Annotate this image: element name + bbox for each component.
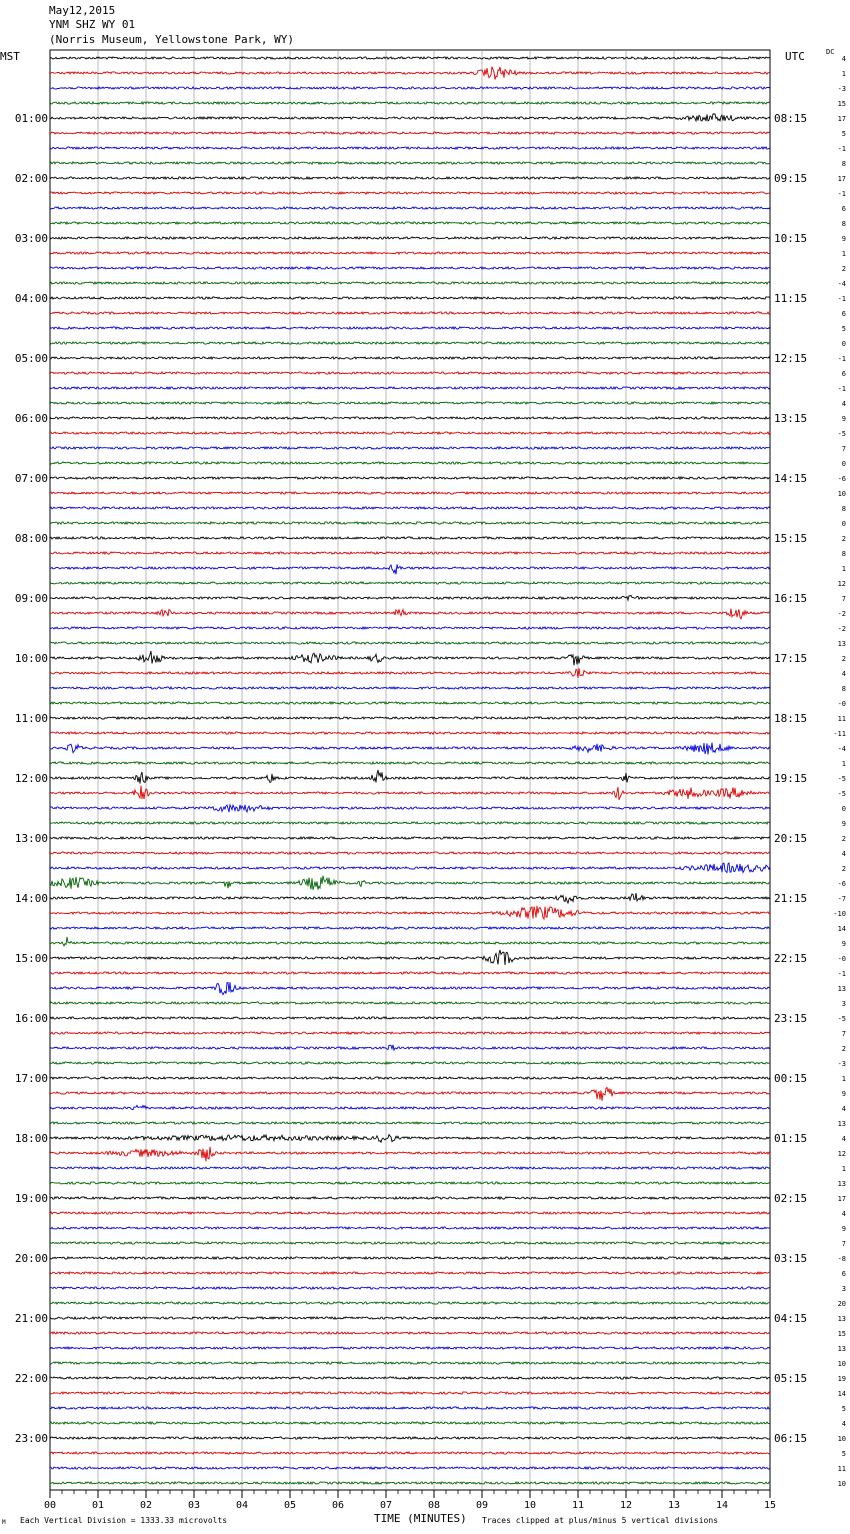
dc-offset-label: -5 bbox=[837, 790, 846, 798]
dc-offset-label: 7 bbox=[841, 1030, 846, 1038]
dc-offset-label: -5 bbox=[837, 1015, 846, 1023]
dc-offset-label: 4 bbox=[841, 670, 846, 678]
dc-offset-label: 9 bbox=[841, 820, 846, 828]
dc-offset-label: -11 bbox=[833, 730, 846, 738]
trace-line bbox=[50, 297, 770, 299]
mst-hour-label: 11:00 bbox=[14, 712, 48, 725]
trace-line bbox=[50, 609, 770, 619]
utc-hour-label: 00:15 bbox=[774, 1072, 808, 1085]
utc-hour-label: 06:15 bbox=[774, 1432, 808, 1445]
mst-hour-label: 13:00 bbox=[14, 832, 48, 845]
trace-line bbox=[50, 507, 770, 509]
trace-line bbox=[50, 1197, 770, 1199]
trace-line bbox=[50, 982, 770, 994]
mst-hour-label: 22:00 bbox=[14, 1372, 48, 1385]
trace-line bbox=[50, 1347, 770, 1349]
utc-hour-label: 04:15 bbox=[774, 1312, 808, 1325]
dc-offset-label: 7 bbox=[841, 595, 846, 603]
trace-line bbox=[50, 267, 770, 269]
scale-note: Each Vertical Division = 1333.33 microvolts bbox=[20, 1516, 228, 1525]
dc-offset-label: 9 bbox=[841, 1090, 846, 1098]
dc-offset-label: 4 bbox=[841, 55, 846, 63]
trace-line bbox=[50, 1017, 770, 1019]
dc-offset-label: 5 bbox=[841, 325, 846, 333]
dc-offset-label: -1 bbox=[837, 385, 846, 393]
dc-offset-label: 13 bbox=[837, 1120, 846, 1128]
utc-hour-label: 23:15 bbox=[774, 1012, 808, 1025]
station-code: YNM SHZ WY 01 bbox=[49, 18, 136, 31]
trace-line bbox=[50, 1002, 770, 1004]
x-tick-label: 07 bbox=[379, 1500, 393, 1511]
dc-offset-label: 5 bbox=[841, 130, 846, 138]
trace-line bbox=[50, 1302, 770, 1304]
dc-offset-label: -1 bbox=[837, 970, 846, 978]
trace-line bbox=[50, 312, 770, 314]
dc-offset-label: 8 bbox=[841, 505, 846, 513]
x-tick-label: 01 bbox=[91, 1500, 105, 1511]
trace-line bbox=[50, 1392, 770, 1394]
trace-line bbox=[50, 1077, 770, 1079]
trace-line bbox=[50, 937, 770, 946]
trace-line bbox=[50, 1272, 770, 1274]
trace-line bbox=[50, 132, 770, 134]
trace-line bbox=[50, 1257, 770, 1259]
chart-date: May12,2015 bbox=[49, 4, 116, 17]
trace-line bbox=[50, 1452, 770, 1454]
trace-line bbox=[50, 447, 770, 449]
trace-line bbox=[50, 1287, 770, 1289]
utc-hour-label: 03:15 bbox=[774, 1252, 808, 1265]
trace-line bbox=[50, 387, 770, 389]
trace-line bbox=[50, 906, 770, 919]
trace-line bbox=[50, 114, 770, 121]
dc-offset-label: -1 bbox=[837, 355, 846, 363]
utc-hour-label: 02:15 bbox=[774, 1192, 808, 1205]
trace-line bbox=[50, 417, 770, 419]
dc-offset-label: 1 bbox=[841, 760, 846, 768]
dc-offset-label: 3 bbox=[841, 1285, 846, 1293]
dc-offset-label: 4 bbox=[841, 1420, 846, 1428]
dc-offset-label: 13 bbox=[837, 1315, 846, 1323]
trace-line bbox=[50, 950, 770, 965]
dc-offset-label: 8 bbox=[841, 160, 846, 168]
dc-offset-label: -6 bbox=[837, 880, 846, 888]
trace-line bbox=[50, 237, 770, 239]
utc-hour-label: 22:15 bbox=[774, 952, 808, 965]
x-tick-label: 04 bbox=[235, 1500, 249, 1511]
dc-offset-label: 17 bbox=[837, 115, 846, 123]
clip-note: Traces clipped at plus/minus 5 vertical divisions bbox=[482, 1516, 719, 1525]
trace-line bbox=[50, 57, 770, 59]
mst-hour-label: 06:00 bbox=[14, 412, 48, 425]
dc-offset-label: 11 bbox=[837, 715, 846, 723]
mst-hour-label: 05:00 bbox=[14, 352, 48, 365]
trace-line bbox=[50, 372, 770, 374]
dc-offset-label: 12 bbox=[837, 580, 846, 588]
trace-line bbox=[50, 702, 770, 704]
trace-line bbox=[50, 1437, 770, 1439]
trace-line bbox=[50, 1045, 770, 1050]
trace-line bbox=[50, 717, 770, 719]
dc-offset-label: -5 bbox=[837, 775, 846, 783]
dc-offset-label: 13 bbox=[837, 640, 846, 648]
trace-line bbox=[50, 1227, 770, 1229]
utc-hour-label: 19:15 bbox=[774, 772, 808, 785]
trace-line bbox=[50, 87, 770, 89]
trace-line bbox=[50, 432, 770, 434]
x-tick-label: 12 bbox=[619, 1500, 633, 1511]
dc-offset-label: -3 bbox=[837, 1060, 846, 1068]
trace-line bbox=[50, 102, 770, 104]
dc-offset-label: 8 bbox=[841, 550, 846, 558]
dc-offset-label: -4 bbox=[837, 280, 846, 288]
dc-offset-label: 10 bbox=[837, 490, 846, 498]
station-location: (Norris Museum, Yellowstone Park, WY) bbox=[49, 33, 295, 46]
x-tick-label: 02 bbox=[139, 1500, 153, 1511]
trace-line bbox=[50, 642, 770, 644]
trace-line bbox=[50, 67, 770, 80]
x-tick-label: 14 bbox=[715, 1500, 729, 1511]
trace-line bbox=[50, 1062, 770, 1064]
x-tick-label: 15 bbox=[763, 1500, 777, 1511]
dc-offset-label: -1 bbox=[837, 295, 846, 303]
trace-line bbox=[50, 477, 770, 479]
trace-line bbox=[50, 177, 770, 179]
trace-line bbox=[50, 1182, 770, 1184]
x-tick-label: 10 bbox=[523, 1500, 537, 1511]
dc-offset-label: 2 bbox=[841, 865, 846, 873]
trace-line bbox=[50, 668, 770, 678]
dc-offset-label: 8 bbox=[841, 220, 846, 228]
mst-hour-label: 16:00 bbox=[14, 1012, 48, 1025]
trace-line bbox=[50, 837, 770, 839]
trace-line bbox=[50, 552, 770, 554]
trace-line bbox=[50, 342, 770, 344]
trace-line bbox=[50, 1147, 770, 1162]
dc-offset-label: 6 bbox=[841, 370, 846, 378]
dc-offset-label: 3 bbox=[841, 1000, 846, 1008]
dc-offset-label: 10 bbox=[837, 1435, 846, 1443]
dc-offset-label: 20 bbox=[837, 1300, 846, 1308]
trace-line bbox=[50, 852, 770, 854]
dc-offset-label: 4 bbox=[841, 850, 846, 858]
x-tick-label: 00 bbox=[43, 1500, 57, 1511]
utc-hour-label: 17:15 bbox=[774, 652, 808, 665]
mst-hour-label: 07:00 bbox=[14, 472, 48, 485]
dc-offset-label: 19 bbox=[837, 1375, 846, 1383]
dc-offset-label: 8 bbox=[841, 685, 846, 693]
mst-hour-label: 12:00 bbox=[14, 772, 48, 785]
utc-hour-label: 15:15 bbox=[774, 532, 808, 545]
dc-offset-label: 0 bbox=[841, 460, 846, 468]
trace-line bbox=[50, 805, 770, 812]
dc-offset-label: -1 bbox=[837, 190, 846, 198]
mst-hour-label: 10:00 bbox=[14, 652, 48, 665]
trace-line bbox=[50, 564, 770, 574]
trace-line bbox=[50, 282, 770, 284]
dc-offset-label: 6 bbox=[841, 310, 846, 318]
trace-line bbox=[50, 327, 770, 329]
dc-offset-label: 14 bbox=[837, 1390, 846, 1398]
dc-offset-label: 7 bbox=[841, 1240, 846, 1248]
dc-offset-label: -7 bbox=[837, 895, 846, 903]
mst-hour-label: 17:00 bbox=[14, 1072, 48, 1085]
trace-line bbox=[50, 1088, 770, 1101]
trace-line bbox=[50, 1167, 770, 1169]
dc-offset-label: -6 bbox=[837, 475, 846, 483]
dc-offset-label: 4 bbox=[841, 1135, 846, 1143]
utc-hour-label: 16:15 bbox=[774, 592, 808, 605]
trace-line bbox=[50, 762, 770, 764]
trace-line bbox=[50, 252, 770, 254]
x-tick-label: 09 bbox=[475, 1500, 489, 1511]
dc-offset-label: 5 bbox=[841, 1405, 846, 1413]
dc-offset-label: 11 bbox=[837, 1465, 846, 1473]
trace-line bbox=[50, 492, 770, 494]
dc-offset-label: 2 bbox=[841, 835, 846, 843]
trace-line bbox=[50, 687, 770, 689]
dc-offset-label: 2 bbox=[841, 535, 846, 543]
dc-offset-label: 15 bbox=[837, 100, 846, 108]
utc-hour-label: 05:15 bbox=[774, 1372, 808, 1385]
trace-line bbox=[50, 876, 770, 890]
dc-offset-label: 9 bbox=[841, 940, 846, 948]
mst-hour-label: 04:00 bbox=[14, 292, 48, 305]
x-tick-label: 03 bbox=[187, 1500, 201, 1511]
trace-line bbox=[50, 402, 770, 404]
dc-offset-label: 6 bbox=[841, 205, 846, 213]
x-tick-label: 05 bbox=[283, 1500, 297, 1511]
dc-offset-label: 1 bbox=[841, 250, 846, 258]
trace-line bbox=[50, 822, 770, 824]
trace-line bbox=[50, 770, 770, 784]
trace-line bbox=[50, 1317, 770, 1319]
utc-hour-label: 14:15 bbox=[774, 472, 808, 485]
dc-offset-label: 2 bbox=[841, 1045, 846, 1053]
dc-offset-label: -1 bbox=[837, 145, 846, 153]
trace-line bbox=[50, 595, 770, 600]
dc-offset-label: -3 bbox=[837, 85, 846, 93]
trace-line bbox=[50, 1407, 770, 1409]
trace-line bbox=[50, 1122, 770, 1124]
dc-offset-header: DC bbox=[826, 48, 835, 56]
dc-offset-label: 15 bbox=[837, 1330, 846, 1338]
mst-hour-label: 21:00 bbox=[14, 1312, 48, 1325]
dc-offset-label: -5 bbox=[837, 430, 846, 438]
mst-hour-label: 14:00 bbox=[14, 892, 48, 905]
dc-offset-label: 1 bbox=[841, 565, 846, 573]
trace-line bbox=[50, 462, 770, 464]
trace-line bbox=[50, 162, 770, 164]
right-timezone-label: UTC bbox=[785, 50, 805, 63]
mst-hour-label: 18:00 bbox=[14, 1132, 48, 1145]
dc-offset-label: 13 bbox=[837, 1345, 846, 1353]
trace-line bbox=[50, 192, 770, 194]
trace-line bbox=[50, 1362, 770, 1364]
trace-line bbox=[50, 222, 770, 224]
dc-offset-label: 17 bbox=[837, 175, 846, 183]
dc-offset-label: 4 bbox=[841, 1210, 846, 1218]
trace-line bbox=[50, 1135, 770, 1143]
trace-line bbox=[50, 147, 770, 149]
trace-line bbox=[50, 893, 770, 903]
dc-offset-label: -2 bbox=[837, 625, 846, 633]
dc-offset-label: 17 bbox=[837, 1195, 846, 1203]
trace-line bbox=[50, 627, 770, 629]
mst-hour-label: 02:00 bbox=[14, 172, 48, 185]
utc-hour-label: 11:15 bbox=[774, 292, 808, 305]
x-tick-label: 08 bbox=[427, 1500, 441, 1511]
trace-line bbox=[50, 1422, 770, 1424]
dc-offset-label: 0 bbox=[841, 340, 846, 348]
trace-line bbox=[50, 732, 770, 734]
dc-offset-label: 14 bbox=[837, 925, 846, 933]
utc-hour-label: 01:15 bbox=[774, 1132, 808, 1145]
trace-line bbox=[50, 863, 770, 873]
trace-line bbox=[50, 1105, 770, 1109]
dc-offset-label: 5 bbox=[841, 1450, 846, 1458]
trace-line bbox=[50, 1242, 770, 1244]
trace-line bbox=[50, 537, 770, 539]
trace-line bbox=[50, 1032, 770, 1034]
trace-line bbox=[50, 1467, 770, 1469]
trace-line bbox=[50, 1212, 770, 1214]
dc-offset-label: 12 bbox=[837, 1150, 846, 1158]
dc-offset-label: -2 bbox=[837, 610, 846, 618]
dc-offset-label: 1 bbox=[841, 1165, 846, 1173]
dc-offset-label: 1 bbox=[841, 1075, 846, 1083]
dc-offset-label: 6 bbox=[841, 1270, 846, 1278]
dc-offset-label: 2 bbox=[841, 655, 846, 663]
trace-line bbox=[50, 1482, 770, 1484]
trace-line bbox=[50, 743, 770, 755]
utc-hour-label: 18:15 bbox=[774, 712, 808, 725]
utc-hour-label: 10:15 bbox=[774, 232, 808, 245]
utc-hour-label: 21:15 bbox=[774, 892, 808, 905]
dc-offset-label: 13 bbox=[837, 985, 846, 993]
dc-offset-label: 4 bbox=[841, 1105, 846, 1113]
trace-line bbox=[50, 651, 770, 665]
utc-hour-label: 08:15 bbox=[774, 112, 808, 125]
trace-line bbox=[50, 582, 770, 584]
x-tick-label: 13 bbox=[667, 1500, 681, 1511]
trace-line bbox=[50, 972, 770, 974]
trace-line bbox=[50, 786, 770, 800]
mst-hour-label: 03:00 bbox=[14, 232, 48, 245]
dc-offset-label: 9 bbox=[841, 1225, 846, 1233]
trace-line bbox=[50, 927, 770, 929]
mst-hour-label: 15:00 bbox=[14, 952, 48, 965]
dc-offset-label: 4 bbox=[841, 400, 846, 408]
mst-hour-label: 09:00 bbox=[14, 592, 48, 605]
dc-offset-label: 9 bbox=[841, 235, 846, 243]
left-timezone-label: MST bbox=[0, 50, 20, 63]
dc-offset-label: 7 bbox=[841, 445, 846, 453]
dc-offset-label: -4 bbox=[837, 745, 846, 753]
dc-offset-label: 0 bbox=[841, 520, 846, 528]
dc-offset-label: -0 bbox=[837, 700, 846, 708]
mst-hour-label: 01:00 bbox=[14, 112, 48, 125]
dc-offset-label: 1 bbox=[841, 70, 846, 78]
dc-offset-label: -8 bbox=[837, 1255, 846, 1263]
trace-line bbox=[50, 1377, 770, 1379]
mst-hour-label: 20:00 bbox=[14, 1252, 48, 1265]
utc-hour-label: 12:15 bbox=[774, 352, 808, 365]
trace-line bbox=[50, 1332, 770, 1334]
utc-hour-label: 13:15 bbox=[774, 412, 808, 425]
dc-offset-label: 2 bbox=[841, 265, 846, 273]
utc-hour-label: 20:15 bbox=[774, 832, 808, 845]
dc-offset-label: 10 bbox=[837, 1480, 846, 1488]
dc-offset-label: 13 bbox=[837, 1180, 846, 1188]
mst-hour-label: 19:00 bbox=[14, 1192, 48, 1205]
mst-hour-label: 23:00 bbox=[14, 1432, 48, 1445]
utc-hour-label: 09:15 bbox=[774, 172, 808, 185]
dc-offset-label: 9 bbox=[841, 415, 846, 423]
dc-offset-label: 10 bbox=[837, 1360, 846, 1368]
mst-hour-label: 08:00 bbox=[14, 532, 48, 545]
trace-line bbox=[50, 357, 770, 359]
dc-offset-label: 0 bbox=[841, 805, 846, 813]
dc-offset-label: -10 bbox=[833, 910, 846, 918]
dc-offset-label: -0 bbox=[837, 955, 846, 963]
trace-line bbox=[50, 522, 770, 524]
corner-mark: M bbox=[2, 1519, 6, 1526]
trace-line bbox=[50, 207, 770, 209]
x-tick-label: 11 bbox=[571, 1500, 585, 1511]
x-tick-label: 06 bbox=[331, 1500, 345, 1511]
x-axis-title: TIME (MINUTES) bbox=[374, 1512, 467, 1525]
